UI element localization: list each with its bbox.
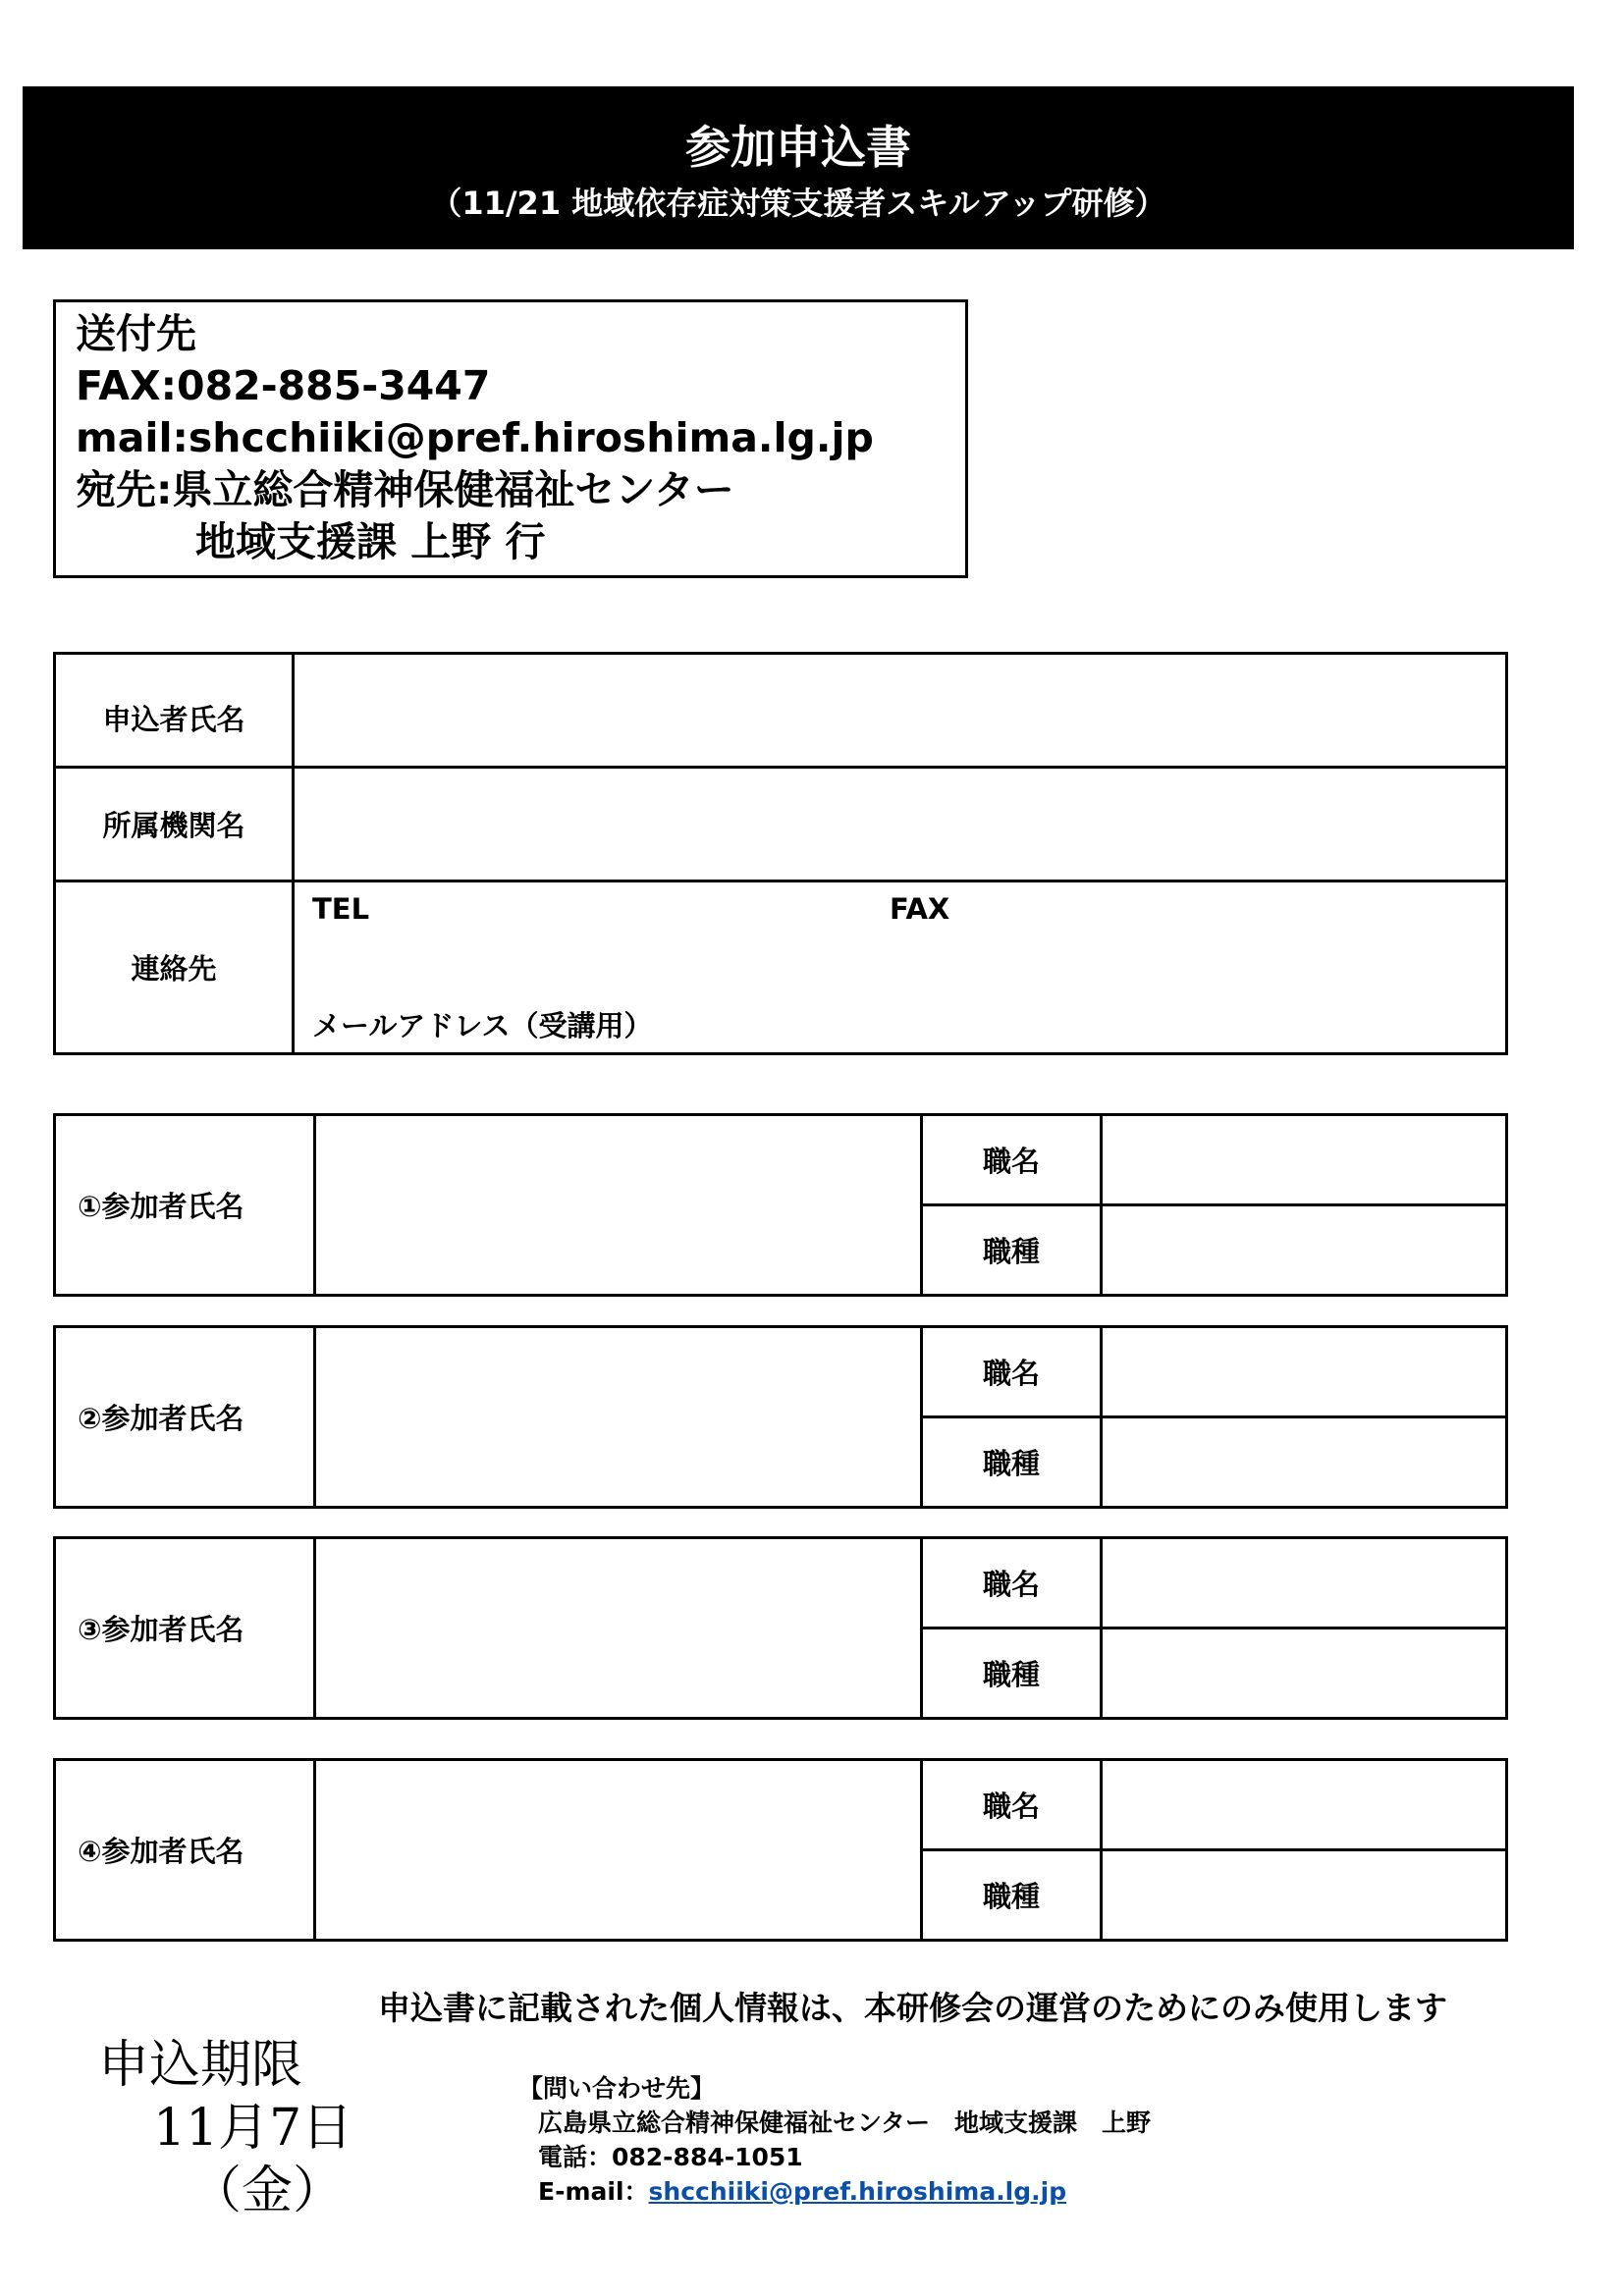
participant-2-name-field[interactable]: [315, 1327, 922, 1508]
participant-table-3: [53, 1536, 1508, 1720]
participant-2-job-type-field[interactable]: [1102, 1417, 1507, 1508]
participant-3-name-field[interactable]: [315, 1538, 922, 1719]
destination-heading: 送付先: [76, 310, 196, 357]
affiliation-label: 所属機関名: [55, 768, 294, 881]
applicant-table: [53, 652, 1508, 1055]
participant-4-label: ④参加者氏名: [55, 1760, 315, 1941]
participant-1-name-field[interactable]: [315, 1115, 922, 1296]
participant-4-job-type-label: 職種: [922, 1850, 1102, 1941]
participant-1-position-label: 職名: [922, 1115, 1102, 1205]
participant-1-job-type-label: 職種: [922, 1205, 1102, 1296]
inquiry-block: [518, 2071, 1151, 2209]
affiliation-row: [55, 768, 1507, 881]
participant-2-position-field[interactable]: [1102, 1327, 1507, 1417]
participant-2-job-type-label: 職種: [922, 1417, 1102, 1508]
participant-table-2: [53, 1325, 1508, 1509]
deadline-date: 11月7日: [153, 2099, 353, 2158]
applicant-name-field[interactable]: [294, 654, 1507, 768]
inquiry-email-link[interactable]: shcchiiki@pref.hiroshima.lg.jp: [648, 2177, 1067, 2206]
participant-3-job-type-field[interactable]: [1102, 1629, 1507, 1719]
inquiry-email-line: [518, 2174, 1151, 2209]
participant-table-1: [53, 1113, 1508, 1297]
participant-3-job-type-label: 職種: [922, 1629, 1102, 1719]
destination-mail: mail:shcchiiki@pref.hiroshima.lg.jp: [76, 414, 874, 461]
email-label: メールアドレス（受講用）: [312, 1009, 653, 1042]
destination-department: 地域支援課 上野 行: [195, 518, 546, 565]
participant-table-4: [53, 1758, 1508, 1942]
form-title: 参加申込書: [685, 121, 911, 174]
destination-addressee: 宛先:県立総合精神保健福祉センター: [76, 466, 734, 513]
participant-4-position-field[interactable]: [1102, 1760, 1507, 1850]
deadline-label: 申込期限: [98, 2036, 303, 2095]
destination-box: [53, 299, 968, 578]
deadline-block: [98, 2034, 352, 2222]
header-banner: [23, 86, 1574, 249]
privacy-notice: 申込書に記載された個人情報は、本研修会の運営のためにのみ使用します: [378, 1989, 1447, 2027]
affiliation-field[interactable]: [294, 768, 1507, 881]
participant-3-label: ③参加者氏名: [55, 1538, 315, 1719]
destination-fax: FAX:082-885-3447: [76, 362, 491, 409]
participant-1-job-type-field[interactable]: [1102, 1205, 1507, 1296]
inquiry-email-prefix: E-mail：: [538, 2177, 649, 2206]
contact-field[interactable]: [294, 881, 1507, 1054]
fax-label: FAX: [890, 892, 950, 926]
inquiry-heading: 【問い合わせ先】: [518, 2074, 716, 2103]
inquiry-phone: 電話：082-884-1051: [538, 2143, 803, 2171]
applicant-name-label: 申込者氏名: [55, 654, 294, 768]
participant-1-label: ①参加者氏名: [55, 1115, 315, 1296]
applicant-name-row: [55, 654, 1507, 768]
participant-2-position-label: 職名: [922, 1327, 1102, 1417]
participant-4-name-field[interactable]: [315, 1760, 922, 1941]
participant-4-position-label: 職名: [922, 1760, 1102, 1850]
participant-3-position-label: 職名: [922, 1538, 1102, 1629]
participant-3-position-field[interactable]: [1102, 1538, 1507, 1629]
contact-row: [55, 881, 1507, 1054]
contact-label: 連絡先: [55, 881, 294, 1054]
inquiry-org: 広島県立総合精神保健福祉センター 地域支援課 上野: [538, 2109, 1152, 2137]
participant-1-position-field[interactable]: [1102, 1115, 1507, 1205]
participant-4-job-type-field[interactable]: [1102, 1850, 1507, 1941]
form-subtitle: （11/21 地域依存症対策支援者スキルアップ研修）: [430, 185, 1166, 222]
deadline-weekday: （金）: [190, 2162, 345, 2220]
participant-2-label: ②参加者氏名: [55, 1327, 315, 1508]
tel-label: TEL: [312, 892, 370, 926]
